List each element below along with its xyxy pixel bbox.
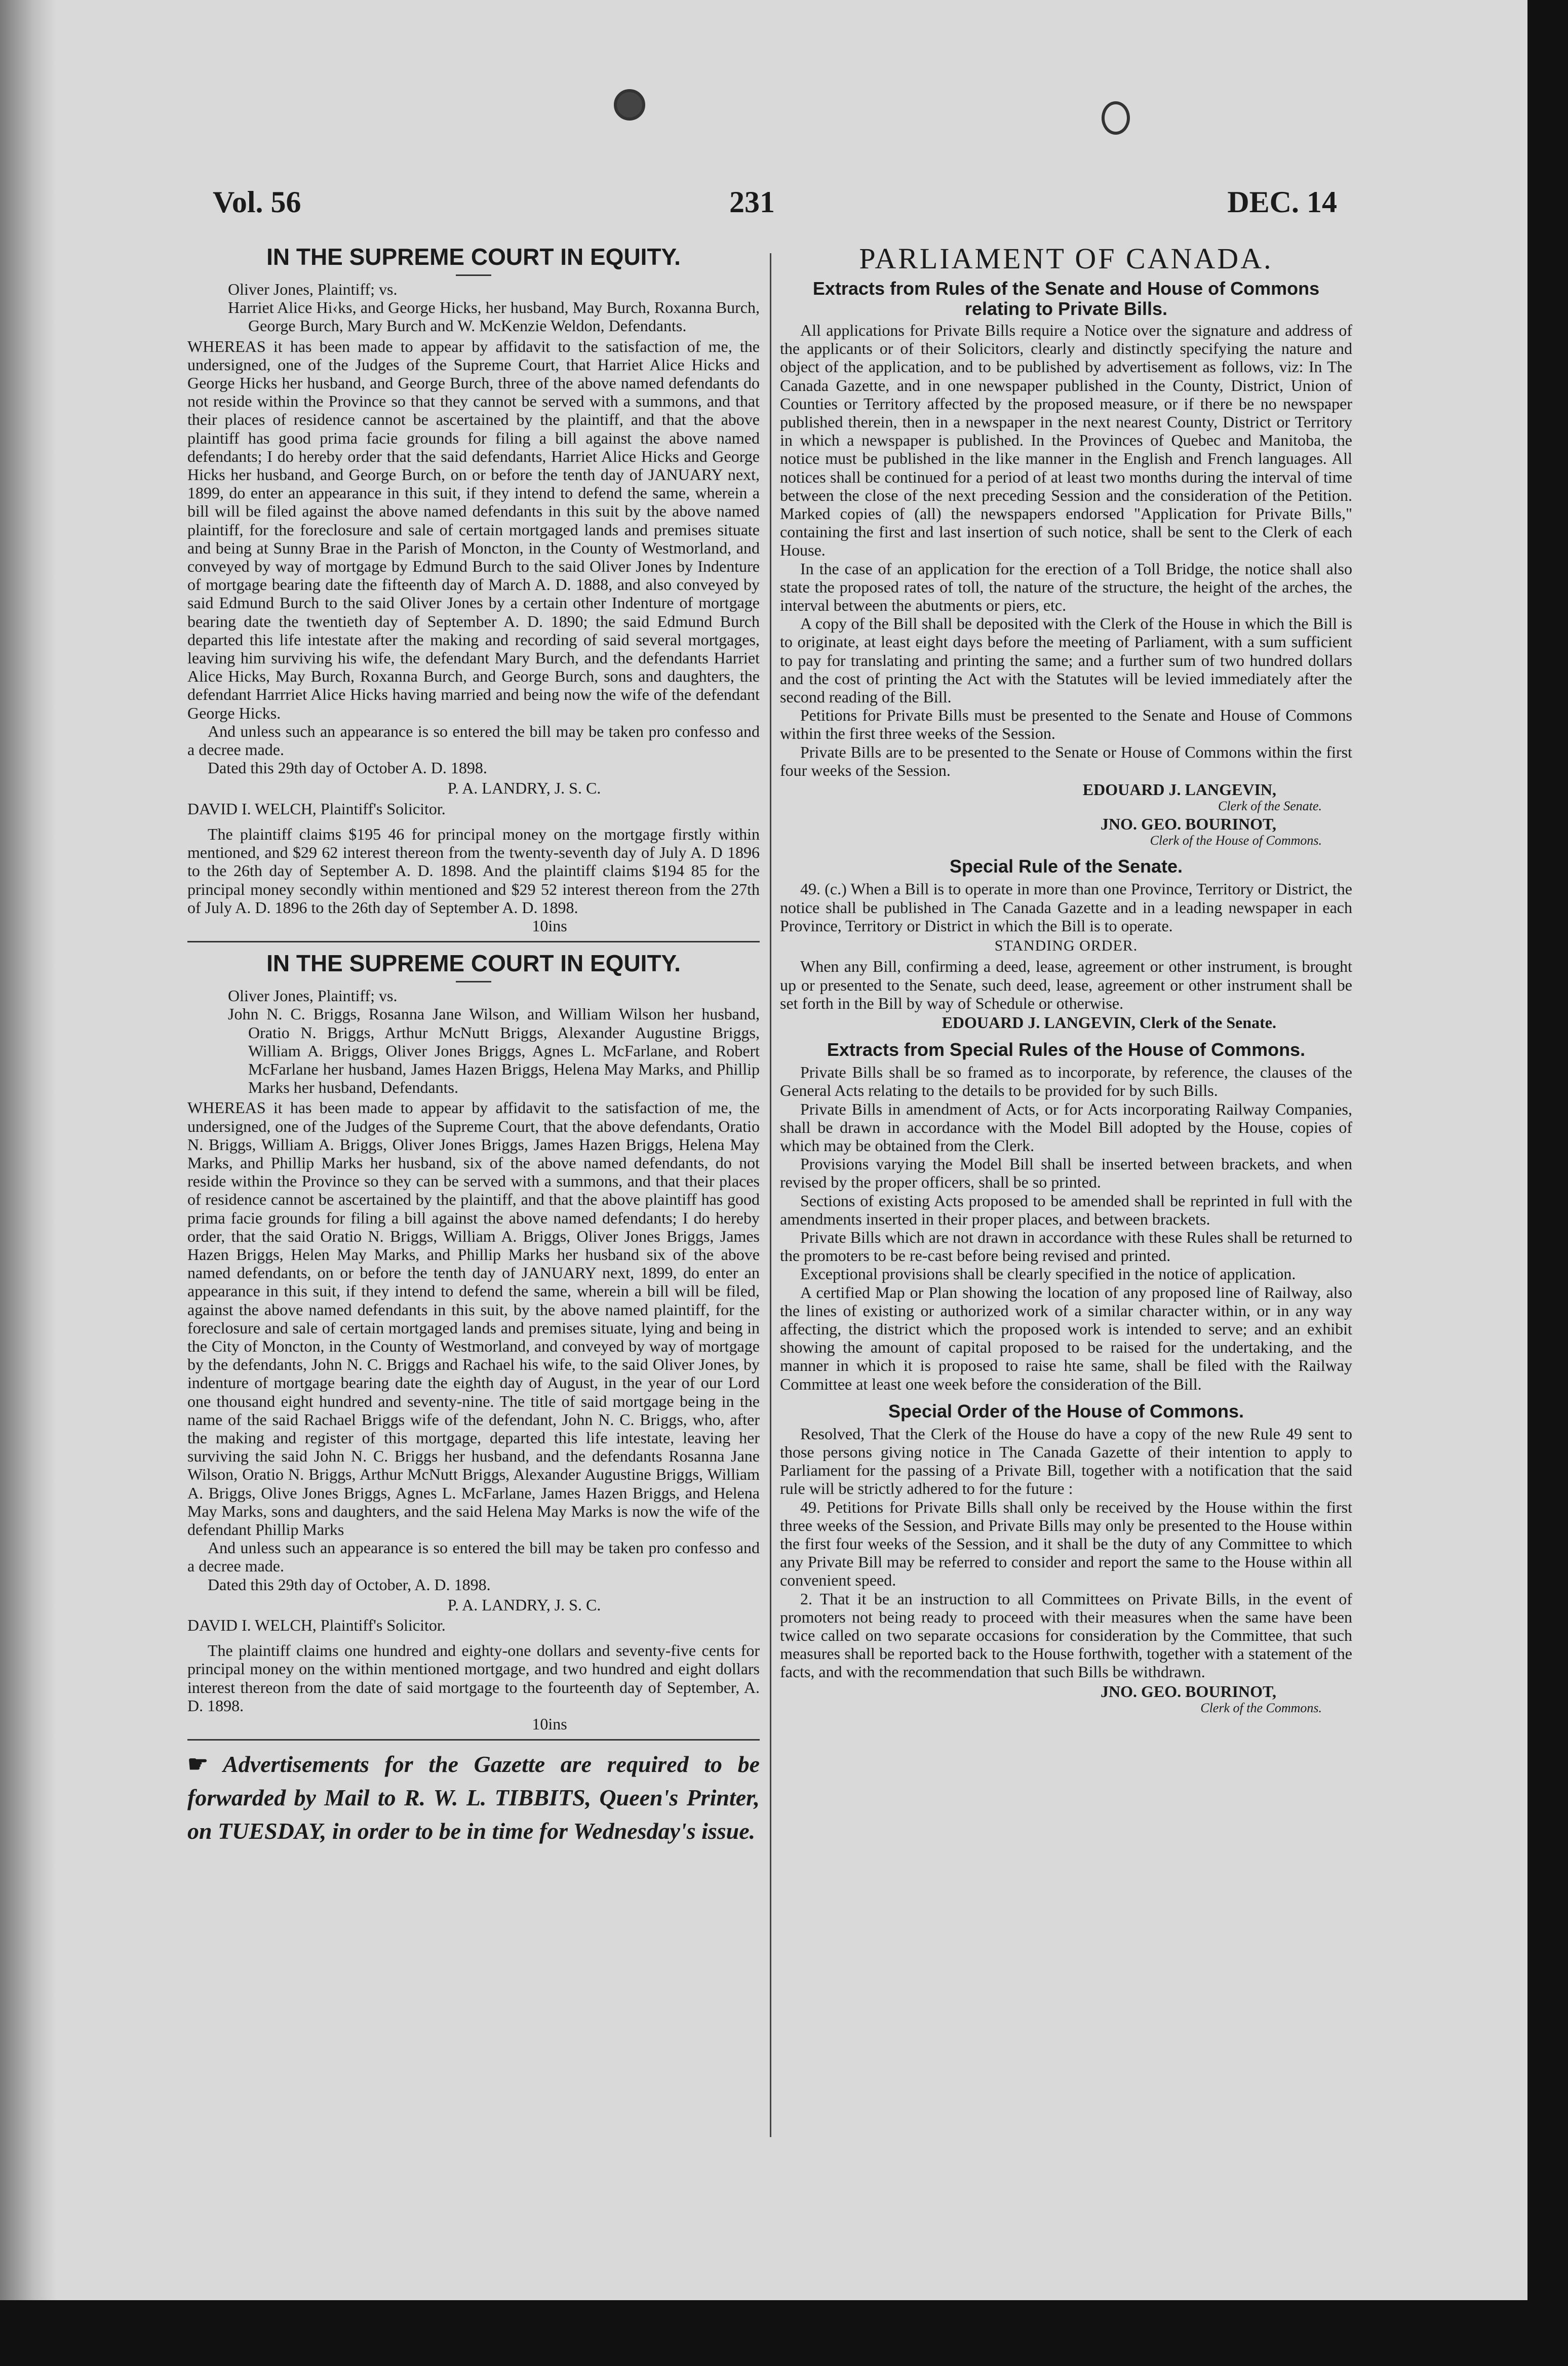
scan-border-right <box>1527 0 1568 2366</box>
appearance-clause: And unless such an appearance is so entered the bill may be taken pro confesso and a decree made. <box>187 1539 760 1575</box>
standing-order-heading: STANDING ORDER. <box>994 937 1138 955</box>
rule-49c: 49. (c.) When a Bill is to operate in more than one Province, Territory or District, the notice shall be published in The Canada Gazette and in a leading newspaper in each Province, Territory or District in which the Bill is to operate. <box>780 880 1352 935</box>
insertions-mark: 10ins <box>532 1715 567 1733</box>
clerk-name: EDOUARD J. LANGEVIN, <box>1082 780 1276 799</box>
binding-hole <box>614 89 645 121</box>
heading-rule <box>456 274 491 276</box>
rules-paragraph: A copy of the Bill shall be deposited with the Clerk of the House in which the Bill is to originate, at least eight days before the meeting of Parliament, with a sum sufficient to pay for translating and printing the same; and a further sum of two hundred dollars and the cost of printing the Act with the Statutes will be levied immediately after the second reading of the Bill. <box>780 614 1352 706</box>
heading-rule <box>456 981 491 982</box>
insertions-mark: 10ins <box>532 916 567 935</box>
special-order-heading: Special Order of the House of Commons. <box>888 1400 1244 1422</box>
page-header <box>213 180 1337 235</box>
standing-order-signature: EDOUARD J. LANGEVIN, Clerk of the Senate. <box>942 1013 1276 1032</box>
commons-rule: Private Bills shall be so framed as to incorporate, by reference, the clauses of the General Acts relating to the details to be provided for by such Bills. <box>780 1063 1352 1100</box>
commons-rule: A certified Map or Plan showing the location of any proposed line of Railway, also the lines of existing or authorized work of a similar character within, or in any way affecting, the district which the proposed work is intended to serve; and an exhibit showing the amount of capital proposed to be raised for the undertaking, and the manner in which it is proposed to raise hte same, shall be filed with the Railway Committee at least one week before the consideration of the Bill. <box>780 1283 1352 1393</box>
pointing-hand-icon: ☛ <box>187 1751 209 1778</box>
case-caption: Oliver Jones, Plaintiff; vs. <box>228 987 398 1005</box>
advert-text: Advertisements for the Gazette are required to be forwarded by Mail to R. W. L. TIBBITS, Queen's Printer, on TUESDAY, in order to be in time for Wednesday's issue. <box>187 1751 760 1844</box>
judge-signature: P. A. LANDRY, J. S. C. <box>447 1595 601 1614</box>
equity-notice-1 <box>187 242 760 935</box>
clerk-title: Clerk of the House of Commons. <box>1150 833 1322 848</box>
volume-label: Vol. 56 <box>213 185 301 219</box>
commons-rule: Provisions varying the Model Bill shall be inserted between brackets, and when revised by the proper officers, shall be so printed. <box>780 1155 1352 1192</box>
solicitor-line: DAVID I. WELCH, Plaintiff's Solicitor. <box>187 799 446 818</box>
commons-rule: Private Bills which are not drawn in accordance with these Rules shall be returned to the promoters to be re-cast before being revised and printed. <box>780 1228 1352 1265</box>
final-clerk-title: Clerk of the Commons. <box>1200 1700 1322 1715</box>
dated-line: Dated this 29th day of October, A. D. 1898. <box>208 1575 491 1594</box>
defendants-list: Harriet Alice Hi‹ks, and George Hicks, her husband, May Burch, Roxanna Burch, George Burch, Mary Burch and W. McKenzie Weldon, Defendants. <box>228 298 760 335</box>
parliament-title: PARLIAMENT OF CANADA. <box>859 242 1273 275</box>
left-column <box>187 238 760 1848</box>
section-rule <box>187 941 760 942</box>
clerk-name: JNO. GEO. BOURINOT, <box>1101 815 1276 834</box>
resolution-text: Resolved, That the Clerk of the House do have a copy of the new Rule 49 sent to those persons giving notice in The Canada Gazette of their intention to apply to Parliament for the passing of a Private Bill, together with a notification that the said rule will be strictly adhered to for the future : <box>780 1424 1352 1498</box>
rule-49: 49. Petitions for Private Bills shall only be received by the House within the first three weeks of the Session, and Private Bills may only be presented to the House within the first four weeks of the Session, and it shall be the duty of any Committee to which any Private Bill may be referred to consider and report the same to the House within all convenient speed. <box>780 1497 1352 1590</box>
claim-text: The plaintiff claims one hundred and eighty-one dollars and seventy-five cents for principal money on the within mentioned mortgage, and two hundred and eight dollars interest thereon from the date of said mortgage to the fourteenth day of September, A. D. 1898. <box>187 1641 760 1715</box>
extracts-heading: Extracts from Rules of the Senate and House of Commons relating to Private Bills. <box>812 278 1320 319</box>
page-edge-shadow <box>0 0 56 2366</box>
equity-notice-2 <box>187 949 760 1733</box>
rules-paragraph: In the case of an application for the erection of a Toll Bridge, the notice shall also state the proposed rates of toll, the nature of the structure, the height of the arches, the interval between the abutments or piers, etc. <box>780 559 1352 615</box>
rule-2: 2. That it be an instruction to all Committees on Private Bills, in the event of promoters not being ready to proceed with their measures when the same have been twice called on two separate occasions for consideration by the Committee, that such measures shall be reported back to the House forthwith, together with a statement of the facts, and with the recommendation that such Bills be withdrawn. <box>780 1589 1352 1681</box>
rules-paragraph: Private Bills are to be presented to the Senate or House of Commons within the first four weeks of the Session. <box>780 742 1352 779</box>
submission-advert <box>187 1748 760 1848</box>
binding-hole <box>1102 101 1130 135</box>
final-clerk-name: JNO. GEO. BOURINOT, <box>1101 1682 1276 1701</box>
notice-body: WHEREAS it has been made to appear by affidavit to the satisfaction of me, the undersigned, one of the Judges of the Supreme Court, that Harriet Alice Hicks and George Hicks her husband, and George Burch, three of the above named defendants do not reside within the Province so that they cannot be served with a summons, and that their places of residence cannot be ascertained by the plaintiff, and that the above plaintiff has good prima facie grounds for filing a bill against the above named defendants; I do hereby order that the said defendants, Harriet Alice Hicks and George Hicks her husband, and George Burch, on or before the tenth day of JANUARY next, 1899, do enter an appearance in this suit, if they intend to defend the same, wherein a bill will be filed against the above named defendants in this suit by the above named plaintiff, for the foreclosure and sale of certain mortgaged lands and premises situate and being at Sunny Brae in the Parish of Moncton, in the County of Westmorland, and conveyed by way of mortgage by Edmund Burch to the said Oliver Jones by Indenture of mortgage bearing date the fifteenth day of March A. D. 1888, and also conveyed by said Edmund Burch to the said Oliver Jones by a certain other Indenture of mortgage bearing date the twentieth day of September A. D. 1890; the said Edmund Burch departed this life intestate after the making and recording of said several mortgages, leaving him surviving his wife, the defendant Mary Burch, and the defendants Harriet Alice Hicks, May Burch, Roxanna Burch, and George Burch, sons and daughters, the defendant Harrriet Alice Hicks having married and being now the wife of the defendant George Hicks. <box>187 337 760 722</box>
appearance-clause: And unless such an appearance is so entered the bill may be taken pro confesso and a decree made. <box>187 722 760 759</box>
issue-date: DEC. 14 <box>1227 185 1337 219</box>
judge-signature: P. A. LANDRY, J. S. C. <box>447 779 601 798</box>
rules-paragraph: Petitions for Private Bills must be presented to the Senate and House of Commons within the first three weeks of the Session. <box>780 706 1352 743</box>
page-number: 231 <box>729 185 775 219</box>
case-caption: Oliver Jones, Plaintiff; vs. <box>228 280 398 298</box>
solicitor-line: DAVID I. WELCH, Plaintiff's Solicitor. <box>187 1616 446 1635</box>
dated-line: Dated this 29th day of October A. D. 1898. <box>208 759 487 777</box>
commons-rules-heading: Extracts from Special Rules of the House of Commons. <box>827 1039 1306 1060</box>
commons-rule: Exceptional provisions shall be clearly specified in the notice of application. <box>800 1265 1296 1283</box>
commons-rule: Private Bills in amendment of Acts, or for Acts incorporating Railway Companies, shall be drawn in accordance with the Model Bill adopted by the House, copies of which may be obtained from the Clerk. <box>780 1099 1352 1155</box>
notice-body: WHEREAS it has been made to appear by affidavit to the satisfaction of me, the undersigned, one of the Judges of the Supreme Court, that the above defendants, Oratio N. Briggs, William A. Briggs, Oliver Jones Briggs, James Hazen Briggs, Helena May Marks, and Phillip Marks her husband, six of the above named defendants, do not reside within the Province so they can be served with a summons, and that their places of residence cannot be ascertained by the plaintiff, and that the above plaintiff has good prima facie grounds for filing a bill against the above named defendants; I do hereby order, that the said Oratio N. Briggs, William A. Briggs, Oliver Jones Briggs, James Hazen Briggs, Helen May Marks, and Phillip Marks her husband six of the above named defendants, on or before the tenth day of JANUARY next, 1899, do enter an appearance in this suit, if they intend to defend the same, wherein a bill will be filed, against the above named defendants in this suit, by the above named plaintiff, for the foreclosure and sale of certain mortgaged lands and premises situate, lying and being in the City of Moncton, in the County of Westmorland, and conveyed by way of mortgage by the defendants, John N. C. Briggs and Rachael his wife, to the said Oliver Jones, by indenture of mortgage bearing date the eighth day of August, in the year of our Lord one thousand eight hundred and seventy-nine. The title of said mortgage being in the name of the said Rachael Briggs wife of the defendant, John N. C. Briggs, who, after the making and register of this mortgage, departed this life intestate, leaving her surviving the said John N. C. Briggs her husband, and the defendants Rosanna Jane Wilson, Oratio N. Briggs, Arthur McNutt Briggs, Alexander Augustine Briggs, William A. Briggs, Olive Jones Briggs, Agnes L. McFarlane, James Hazen Briggs, and Helena May Marks, sons and daughters, and the said Helena May Marks is now the wife of the defendant Phillip Marks <box>187 1098 760 1539</box>
defendants-list: John N. C. Briggs, Rosanna Jane Wilson, and William Wilson her husband, Oratio N. Briggs, Arthur McNutt Briggs, Alexander Augustine Briggs, William A. Briggs, Oliver Jones Briggs, Agnes L. McFarlane, and Robert McFarlane her husband, James Hazen Briggs, Helena May Marks, and Phillip Marks her husband, Defendants. <box>228 1005 760 1097</box>
clerk-title: Clerk of the Senate. <box>1218 799 1322 814</box>
scan-border-bottom <box>0 2300 1568 2366</box>
commons-rule: Sections of existing Acts proposed to be amended shall be reprinted in full with the amendments inserted in their proper places, and between brackets. <box>780 1191 1352 1228</box>
notice-heading: IN THE SUPREME COURT IN EQUITY. <box>266 244 681 270</box>
column-divider <box>770 253 771 2137</box>
standing-order-text: When any Bill, confirming a deed, lease, agreement or other instrument, is brought up or presented to the Senate, such deed, lease, agreement or other instrument shall be set forth in the Bill by way of Schedule or otherwise. <box>780 957 1352 1012</box>
claim-text: The plaintiff claims $195 46 for principal money on the mortgage firstly within mentioned, and $29 62 interest thereon from the twenty-seventh day of July A. D 1896 to the 26th day of September A. D. 1898. And the plaintiff claims $194 85 for the principal money secondly within mentioned and $29 52 interest thereon from the 27th of July A. D. 1896 to the 26th day of September A. D. 1898. <box>187 824 760 917</box>
notice-heading: IN THE SUPREME COURT IN EQUITY. <box>266 950 681 977</box>
section-rule <box>187 1739 760 1741</box>
senate-rule-heading: Special Rule of the Senate. <box>949 856 1183 877</box>
rules-paragraph: All applications for Private Bills require a Notice over the signature and address of the applicants or of their Solicitors, clearly and distinctly specifying the nature and object of the application, and to be published by advertisement as follows, viz: In The Canada Gazette, and in one newspaper published in the County, District, Union of Counties or Territory affected by the proposed measure, or if there be no newspaper published therein, then in a newspaper in the next nearest County, District or Territory in which a newspaper is published. In the Provinces of Quebec and Manitoba, the notice must be published in the like manner in the English and French languages. All notices shall be continued for a period of at least two months during the interval of time between the close of the next preceding Session and the consideration of the Petition. Marked copies of (all) the newspapers endorsed "Application for Private Bills," containing the first and last insertion of such notice, shall be sent to the Clerk of each House. <box>780 321 1352 560</box>
right-column <box>780 238 1352 1716</box>
